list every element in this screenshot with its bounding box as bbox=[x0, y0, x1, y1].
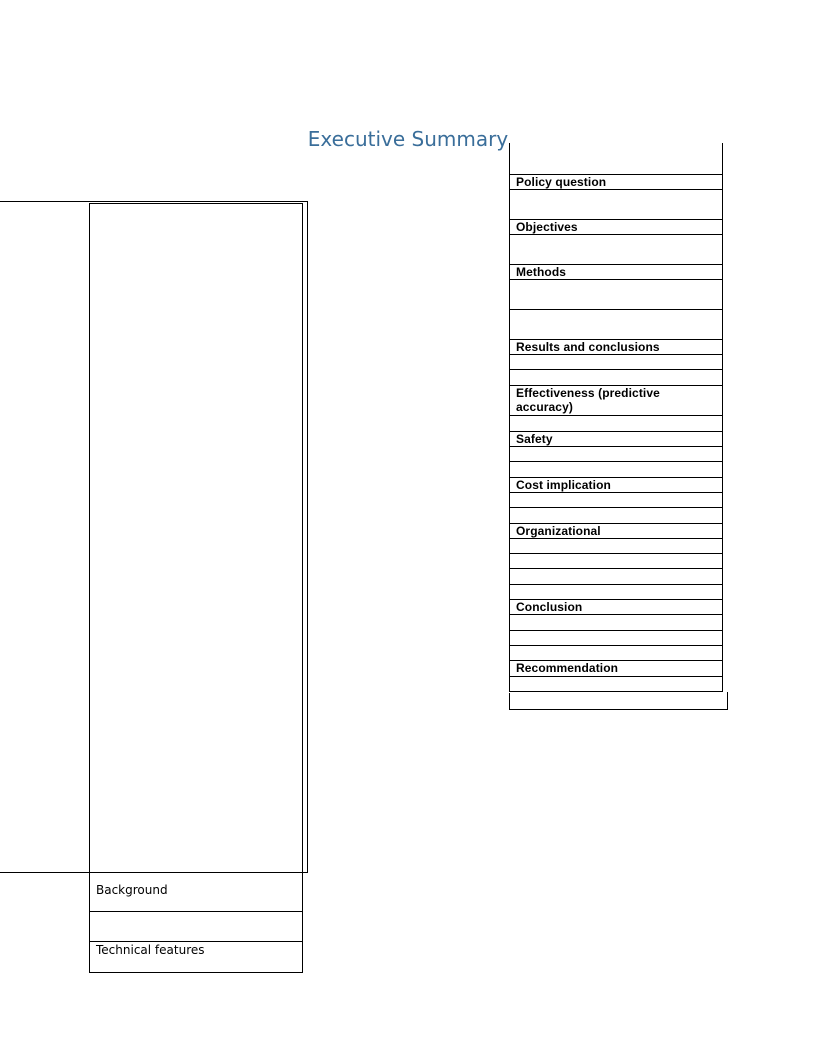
summary-row-label: Objectives bbox=[516, 220, 578, 234]
summary-row bbox=[510, 508, 722, 524]
summary-row bbox=[510, 631, 722, 646]
summary-row-label: Results and conclusions bbox=[516, 340, 660, 354]
summary-row bbox=[510, 493, 722, 508]
summary-row bbox=[510, 370, 722, 386]
summary-row-effectiveness bbox=[510, 386, 722, 416]
summary-row-safety bbox=[510, 432, 722, 447]
summary-footer-bottom-line bbox=[509, 709, 728, 710]
summary-row bbox=[510, 569, 722, 585]
summary-row-objectives bbox=[510, 220, 722, 235]
summary-row bbox=[510, 310, 722, 340]
lower-table bbox=[89, 872, 303, 973]
frame-right-line bbox=[307, 201, 308, 873]
lower-row-background bbox=[90, 872, 302, 912]
summary-table bbox=[509, 143, 723, 692]
summary-footer-right-line bbox=[727, 692, 728, 710]
page-title: Executive Summary bbox=[307, 127, 509, 152]
summary-row bbox=[510, 235, 722, 265]
summary-footer-left-line bbox=[509, 693, 510, 710]
summary-row-results-and-conclusions bbox=[510, 340, 722, 355]
content-box bbox=[89, 203, 303, 873]
summary-row-label: Safety bbox=[516, 432, 553, 446]
summary-row-label: Organizational bbox=[516, 524, 601, 538]
summary-row bbox=[510, 462, 722, 478]
summary-row bbox=[510, 615, 722, 631]
summary-row-label: Effectiveness (predictive accuracy) bbox=[516, 386, 660, 414]
summary-row-conclusion bbox=[510, 600, 722, 615]
summary-row bbox=[510, 539, 722, 554]
summary-row bbox=[510, 190, 722, 220]
summary-row bbox=[510, 447, 722, 462]
lower-row-blank bbox=[90, 912, 302, 942]
summary-row-label: Conclusion bbox=[516, 600, 583, 614]
summary-row-label: Policy question bbox=[516, 175, 607, 189]
summary-row bbox=[510, 280, 722, 310]
summary-row bbox=[510, 355, 722, 370]
frame-top-line bbox=[0, 201, 308, 202]
summary-row bbox=[510, 585, 722, 600]
summary-row bbox=[510, 554, 722, 569]
summary-row bbox=[510, 646, 722, 661]
summary-row bbox=[510, 416, 722, 432]
summary-row bbox=[510, 143, 722, 175]
summary-row-recommendation bbox=[510, 661, 722, 677]
summary-row-organizational bbox=[510, 524, 722, 539]
summary-row-policy-question bbox=[510, 175, 722, 190]
summary-row-methods bbox=[510, 265, 722, 280]
lower-row-label: Background bbox=[96, 883, 168, 897]
lower-row-label: Technical features bbox=[96, 943, 205, 957]
summary-row-label: Methods bbox=[516, 265, 567, 279]
summary-row-cost-implication bbox=[510, 478, 722, 493]
summary-row bbox=[510, 677, 722, 692]
summary-row-label: Recommendation bbox=[516, 661, 619, 675]
lower-row-technical-features bbox=[90, 942, 302, 972]
summary-row-label: Cost implication bbox=[516, 478, 611, 492]
